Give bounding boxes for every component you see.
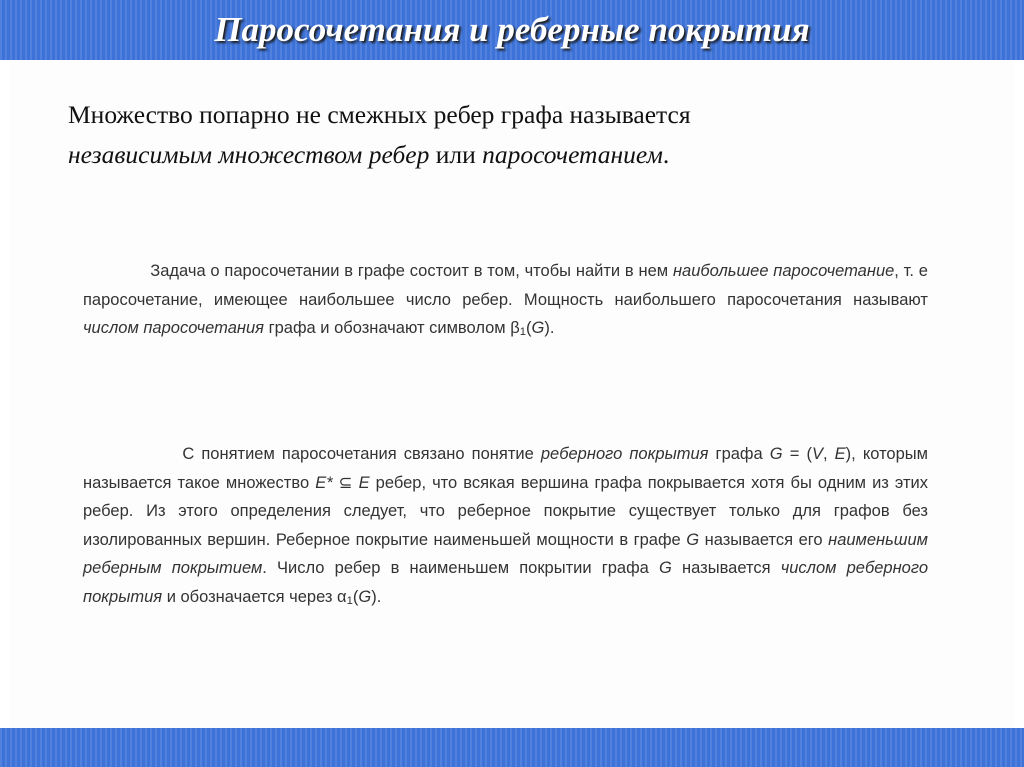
p1-text-2: , т. е паросочетание, имеющее наибольшее число ребер. Мощность наибольшего паросочетания называют xyxy=(83,262,928,309)
p1-paren-close: ). xyxy=(544,319,555,337)
p2-text-2: графа xyxy=(708,445,770,463)
p2-symbol-e-2: E xyxy=(358,473,370,492)
p2-text-10: и обозначается через α xyxy=(162,587,347,606)
p2-text-1: С понятием паросочетания связано понятие xyxy=(182,445,541,463)
p2-symbol-g-4: G xyxy=(358,587,372,606)
slide-title: Паросочетания и реберные покрытия xyxy=(214,10,810,49)
intro-text-2: или xyxy=(429,140,483,169)
p2-paren-open: ( xyxy=(352,587,359,606)
p1-term-matching-number: числом паросочетания xyxy=(83,319,264,337)
p1-text-3: графа и обозначают символом β xyxy=(263,319,520,337)
p2-text-5: ), которым называется такое множество xyxy=(83,445,928,492)
edge-cover-paragraph xyxy=(83,440,928,615)
footer-bar xyxy=(0,728,1024,767)
intro-term-independent-edge-set: независимым множеством ребер xyxy=(68,140,430,169)
p2-text-6: ребер, что всякая вершина графа покрывается хотя бы одним из этих ребер. Из этого определения следует, что реберное покрытие существует только для графов без изолированных вершин. Реберное покрытие наименьшей мощности в графе xyxy=(83,473,928,549)
p2-paren-close: ). xyxy=(371,587,382,606)
p2-symbol-e-star: E* xyxy=(315,473,333,492)
p2-term-minimum-edge-cover: наименьшим реберным покрытием xyxy=(83,530,928,577)
p2-term-edge-cover-number: числом реберного покрытия xyxy=(83,559,928,606)
p2-symbol-g: G xyxy=(769,445,783,463)
p2-text-7: называется его xyxy=(699,530,829,549)
intro-term-matching: паросочетанием xyxy=(482,140,663,169)
p2-term-edge-cover: реберного покрытия xyxy=(540,445,709,463)
intro-definition xyxy=(68,95,788,175)
p1-beta-subscript: 1 xyxy=(519,326,526,339)
p1-term-maximum-matching: наибольшее паросочетание xyxy=(672,262,895,280)
intro-text-1: Множество попарно не смежных ребер графа называется xyxy=(68,100,691,129)
matching-number-paragraph xyxy=(83,257,928,347)
p2-symbol-e: E xyxy=(834,445,846,463)
p2-text-8: . Число ребер в наименьшем покрытии графа xyxy=(262,559,660,577)
p1-symbol-g: G xyxy=(531,319,545,337)
p1-text-1: Задача о паросочетании в графе состоит в том, чтобы найти в нем xyxy=(150,262,673,280)
p2-text-3: = ( xyxy=(782,445,812,463)
p2-alpha-subscript: 1 xyxy=(346,594,353,607)
p2-text-9: называется xyxy=(671,559,781,577)
p1-paren-open: ( xyxy=(525,319,532,337)
p2-symbol-v: V xyxy=(811,445,823,463)
intro-text-3: . xyxy=(662,140,670,169)
p2-symbol-g-2: G xyxy=(686,530,700,549)
p2-subset-symbol: ⊆ xyxy=(332,473,359,492)
p2-text-4: , xyxy=(822,445,835,463)
p2-symbol-g-3: G xyxy=(659,559,672,577)
